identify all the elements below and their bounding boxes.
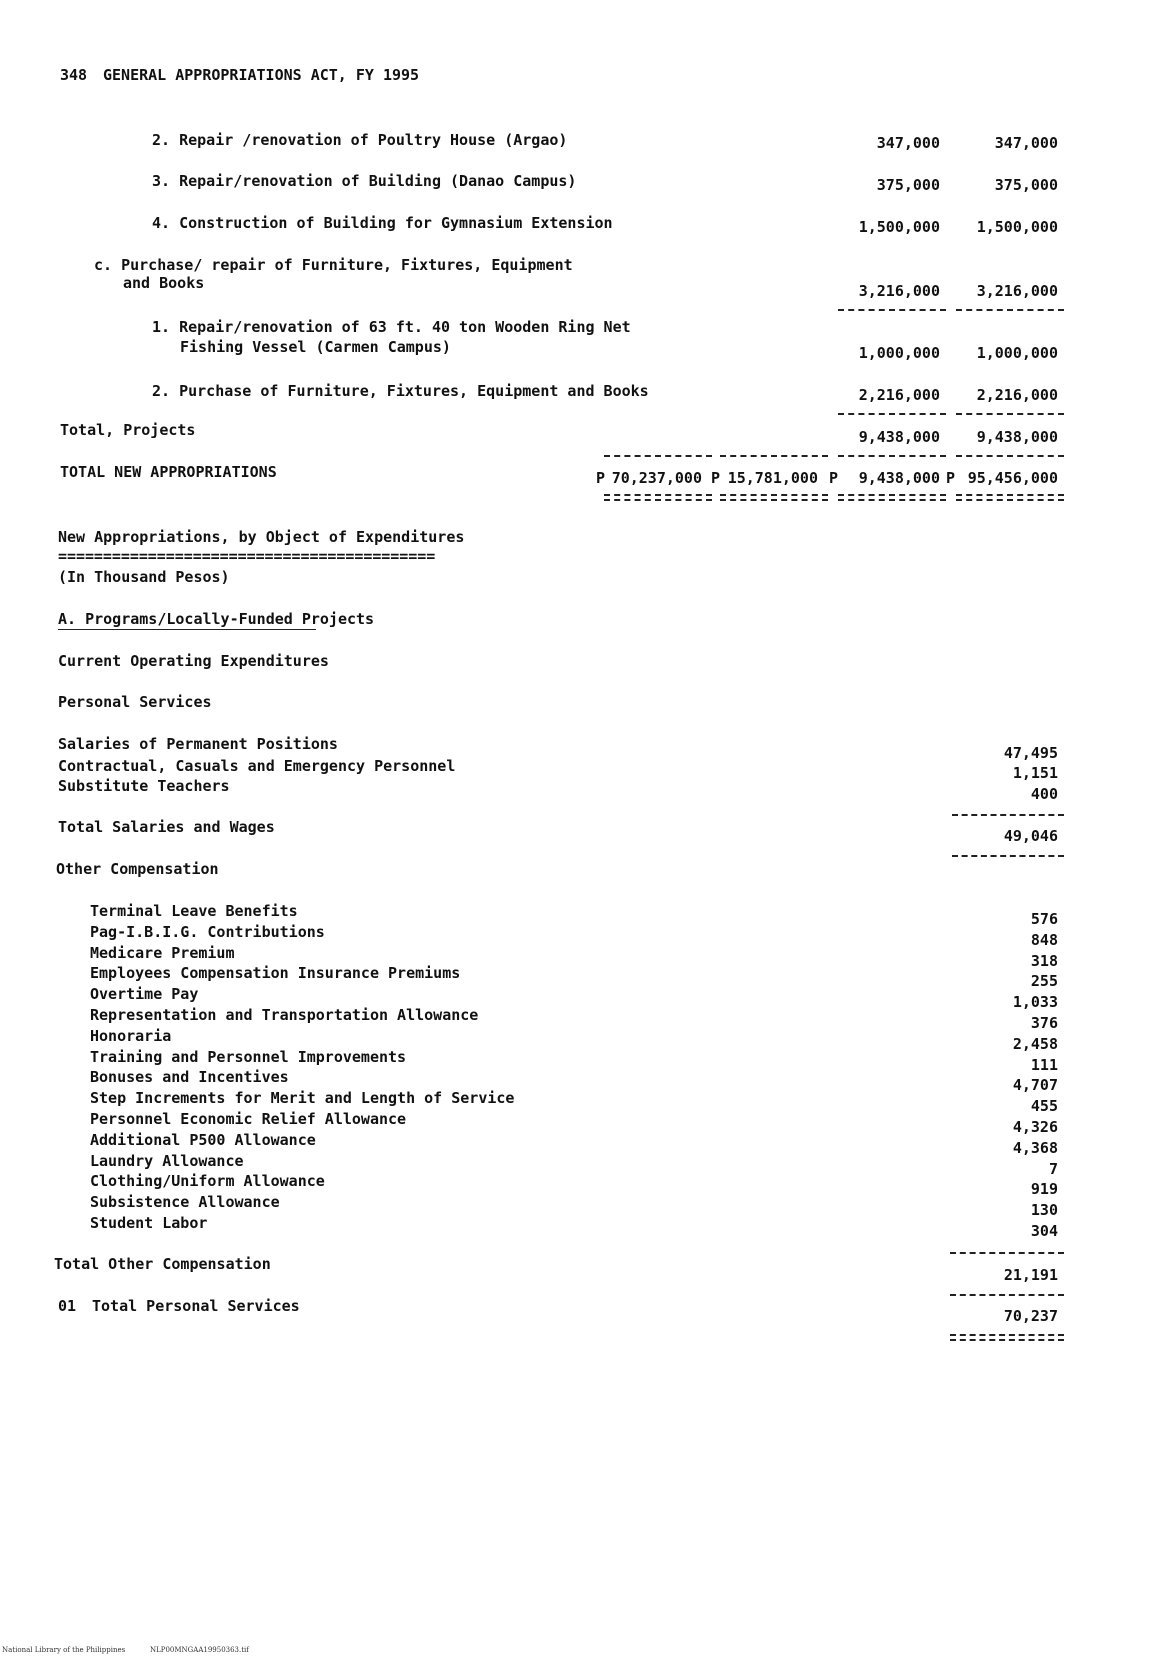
other-compensation-item-value: 2,458 <box>1012 1034 1058 1053</box>
separator-rule <box>952 855 1064 857</box>
other-compensation-item-value: 7 <box>1048 1159 1058 1178</box>
project-item-col3: 1,000,000 <box>858 344 940 362</box>
project-item-total: 375,000 <box>994 176 1058 194</box>
other-compensation-item-value: 318 <box>1030 951 1058 970</box>
other-compensation-item-label: Bonuses and Incentives <box>90 1068 289 1087</box>
separator-rule <box>950 1252 1064 1254</box>
total-new-col1: 70,237,000 <box>611 469 702 487</box>
other-compensation-item-label: Honoraria <box>90 1026 172 1045</box>
other-compensation-item-label: Personnel Economic Relief Allowance <box>90 1110 407 1128</box>
project-group-label-cont: and Books <box>123 274 205 292</box>
other-compensation-item-value: 111 <box>1030 1055 1058 1074</box>
personal-services-heading: Personal Services <box>58 693 212 711</box>
total-new-total: 95,456,000 <box>967 469 1058 487</box>
separator-rule <box>956 455 1064 457</box>
separator-rule <box>956 413 1064 415</box>
total-salaries-label: Total Salaries and Wages <box>58 818 275 836</box>
section-title: New Appropriations, by Object of Expenditures <box>58 528 465 546</box>
separator-rule <box>604 455 712 457</box>
project-item-label: 2. Purchase of Furniture, Fixtures, Equipment and Books <box>152 382 649 400</box>
other-compensation-item-label: Step Increments for Merit and Length of Service <box>90 1089 515 1108</box>
other-compensation-item-value: 255 <box>1030 972 1058 991</box>
other-compensation-item-label: Employees Compensation Insurance Premiums <box>90 964 461 983</box>
other-compensation-item-value: 130 <box>1030 1201 1058 1220</box>
current-operating-heading: Current Operating Expenditures <box>58 652 329 670</box>
other-compensation-item-value: 304 <box>1030 1222 1058 1240</box>
project-item-total: 1,500,000 <box>976 218 1058 236</box>
page-number: 348 <box>60 66 88 84</box>
section-title-underline: ========================================== <box>58 547 436 565</box>
footer-file: NLP00MNGAA19950363.tif <box>150 1646 249 1654</box>
project-item-label: 3. Repair/renovation of Building (Danao Campus) <box>152 172 577 190</box>
total-new-col2: 15,781,000 <box>727 469 818 487</box>
project-group-col3: 3,216,000 <box>858 282 940 300</box>
salary-item-label: Substitute Teachers <box>58 777 230 795</box>
other-compensation-item-label: Student Labor <box>90 1214 208 1232</box>
total-salaries-value: 49,046 <box>1003 827 1058 845</box>
project-item-total: 1,000,000 <box>976 344 1058 362</box>
salary-item-value: 47,495 <box>1003 744 1058 762</box>
other-compensation-item-value: 1,033 <box>1012 993 1058 1012</box>
project-item-col3: 347,000 <box>876 134 940 152</box>
other-compensation-item-value: 4,368 <box>1012 1138 1058 1157</box>
footer-library: National Library of the Philippines <box>2 1646 126 1654</box>
currency-symbol: P <box>829 469 839 487</box>
double-rule <box>720 494 828 501</box>
currency-symbol: P <box>711 469 721 487</box>
salary-item-value: 1,151 <box>1012 764 1058 782</box>
subsection-title: A. Programs/Locally-Funded Projects <box>58 610 375 628</box>
total-personal-services-value: 70,237 <box>1003 1307 1058 1325</box>
project-item-col3: 2,216,000 <box>858 386 940 404</box>
other-compensation-item-label: Additional P500 Allowance <box>90 1130 316 1149</box>
subsection-underline <box>58 629 316 630</box>
project-item-label: 1. Repair/renovation of 63 ft. 40 ton Wooden Ring Net <box>152 318 631 336</box>
other-compensation-heading: Other Compensation <box>56 860 219 878</box>
other-compensation-item-label: Laundry Allowance <box>90 1151 244 1170</box>
salary-item-label: Salaries of Permanent Positions <box>58 735 338 753</box>
total-new-label: TOTAL NEW APPROPRIATIONS <box>60 463 277 481</box>
project-item-label: 4. Construction of Building for Gymnasium Extension <box>152 214 613 232</box>
total-projects-col3: 9,438,000 <box>858 428 940 446</box>
salary-item-label: Contractual, Casuals and Emergency Personnel <box>58 757 456 775</box>
double-rule <box>838 494 946 501</box>
other-compensation-item-label: Training and Personnel Improvements <box>90 1047 407 1066</box>
project-group-total: 3,216,000 <box>976 282 1058 300</box>
project-item-total: 347,000 <box>994 134 1058 152</box>
total-projects-label: Total, Projects <box>60 421 196 439</box>
currency-symbol: P <box>946 469 956 487</box>
total-personal-services-label: Total Personal Services <box>92 1297 300 1315</box>
other-compensation-item-value: 376 <box>1030 1014 1058 1032</box>
double-rule <box>604 494 712 501</box>
other-compensation-item-label: Clothing/Uniform Allowance <box>90 1172 325 1191</box>
total-new-col3: 9,438,000 <box>858 469 940 487</box>
other-compensation-item-label: Terminal Leave Benefits <box>90 902 298 920</box>
project-item-total: 2,216,000 <box>976 386 1058 404</box>
salary-item-value: 400 <box>1030 785 1058 803</box>
separator-rule <box>720 455 828 457</box>
other-compensation-item-label: Overtime Pay <box>90 985 199 1004</box>
other-compensation-item-value: 4,707 <box>1012 1076 1058 1095</box>
project-item-col3: 1,500,000 <box>858 218 940 236</box>
total-projects-total: 9,438,000 <box>976 428 1058 446</box>
separator-rule <box>838 413 946 415</box>
project-item-col3: 375,000 <box>876 176 940 194</box>
total-other-compensation-value: 21,191 <box>1003 1266 1058 1284</box>
double-rule <box>956 494 1064 501</box>
double-rule <box>950 1334 1064 1341</box>
units-note: (In Thousand Pesos) <box>58 568 230 586</box>
other-compensation-item-value: 576 <box>1030 910 1058 928</box>
other-compensation-item-value: 919 <box>1030 1180 1058 1199</box>
project-item-label: 2. Repair /renovation of Poultry House (Argao) <box>152 131 568 149</box>
other-compensation-item-value: 455 <box>1030 1097 1058 1116</box>
separator-rule <box>952 814 1064 816</box>
separator-rule <box>838 455 946 457</box>
project-item-label-cont: Fishing Vessel (Carmen Campus) <box>180 338 451 356</box>
other-compensation-item-value: 4,326 <box>1012 1118 1058 1136</box>
project-group-label: c. Purchase/ repair of Furniture, Fixtures, Equipment <box>94 256 573 274</box>
other-compensation-item-label: Pag-I.B.I.G. Contributions <box>90 922 325 941</box>
currency-symbol: P <box>596 469 606 487</box>
total-other-compensation-label: Total Other Compensation <box>54 1255 271 1273</box>
separator-rule <box>950 1294 1064 1296</box>
other-compensation-item-label: Medicare Premium <box>90 943 235 962</box>
separator-rule <box>838 309 946 311</box>
page-header-title: GENERAL APPROPRIATIONS ACT, FY 1995 <box>103 66 420 84</box>
other-compensation-item-label: Subsistence Allowance <box>90 1193 280 1212</box>
object-code: 01 <box>58 1297 77 1315</box>
other-compensation-item-label: Representation and Transportation Allowance <box>90 1006 479 1024</box>
separator-rule <box>956 309 1064 311</box>
other-compensation-item-value: 848 <box>1030 930 1058 949</box>
